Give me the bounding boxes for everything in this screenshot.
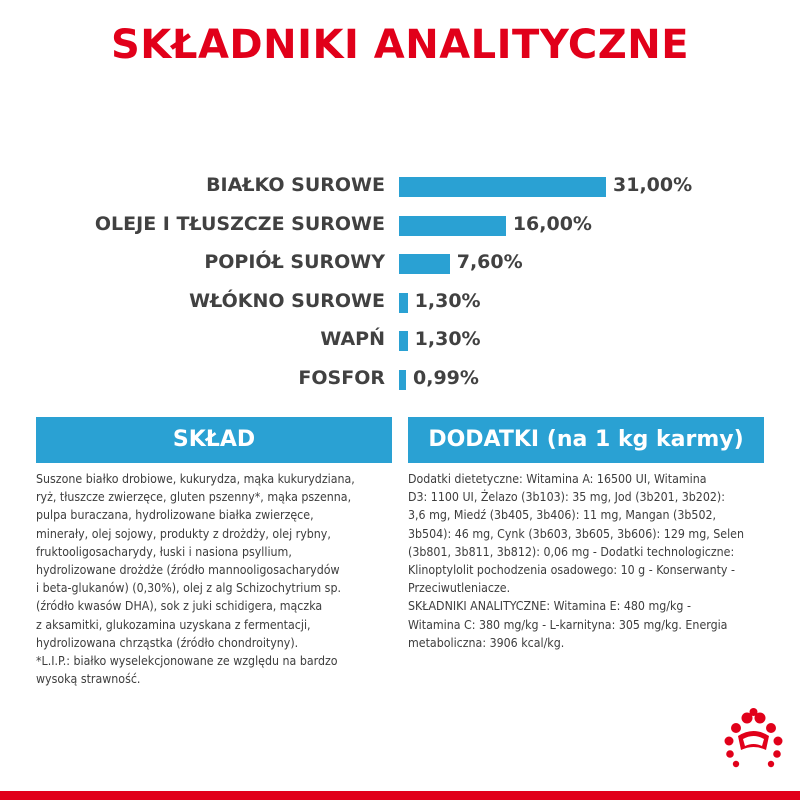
bar-label: WAPŃ	[320, 328, 385, 351]
bar	[399, 293, 408, 313]
composition-header: SKŁAD	[36, 417, 392, 463]
page-title: SKŁADNIKI ANALITYCZNE	[110, 22, 690, 68]
bar-label: BIAŁKO SUROWE	[206, 174, 385, 196]
chart-row	[0, 361, 800, 399]
bar-label: OLEJE I TŁUSZCZE SUROWE	[94, 212, 385, 235]
crown-icon	[722, 706, 786, 770]
chart-row	[0, 322, 800, 360]
chart-row	[0, 207, 800, 245]
bar-value-label: 1,30%	[414, 328, 481, 351]
bar-value-label: 31,00%	[613, 174, 693, 196]
bar-label: FOSFOR	[298, 367, 385, 389]
additives-text: Dodatki dietetyczne: Witamina A: 16500 UI, Witamina D3: 1100 UI, Żelazo (3b103): 35 mg, Jod (3b201, 3b202): 3,6 mg, Miedź (3b405, 3b406): 11 mg, Mangan (3b502, 3b504): 46 mg, Cynk (3b603, 3b605, 3b606): 129 mg, Selen (3b801, 3b811, 3b812): 0,06 mg - Dodatki technologiczne: Klinoptylolit pochodzenia osadowego: 10 g - Konserwanty - Przeciwutleniacze. SKŁADNIKI ANALITYCZNE: Witamina E: 480 mg/kg - Witamina C: 380 mg/kg - L-karnityna: 305 mg/kg. Energia metaboliczna: 3906 kcal/kg.	[408, 472, 744, 650]
bar-label: WŁÓKNO SUROWE	[189, 289, 385, 312]
bar-value-label: 16,00%	[512, 212, 592, 235]
additives-header: DODATKI (na 1 kg karmy)	[408, 417, 764, 463]
bar-value-label: 7,60%	[456, 251, 523, 274]
bar	[399, 216, 506, 236]
bar	[399, 177, 606, 197]
analytical-bar-chart	[0, 168, 800, 398]
bar	[399, 254, 450, 274]
bar-value-label: 1,30%	[414, 289, 481, 312]
bar-label: POPIÓŁ SUROWY	[204, 251, 385, 274]
bottom-red-line	[0, 791, 800, 800]
bar	[399, 370, 406, 390]
bar	[399, 331, 408, 351]
composition-text: Suszone białko drobiowe, kukurydza, mąka kukurydziana, ryż, tłuszcze zwierzęce, gluten pszenny*, mąka pszenna, pulpa buraczana, hydrolizowane białka zwierzęce, minerały, olej sojowy, produkty z drożdży, olej rybny, fruktooligosacharydy, łuski i nasiona psyllium, hydrolizowane drożdże (źródło mannooligosacharydów i beta-glukanów) (0,30%), olej z alg Schizochytrium sp. (źródło kwasów DHA), sok z juki schidigera, mączka z aksamitki, glukozamina uzyskana z fermentacji, hydrolizowana chrząstka (źródło chondroityny). *L.I.P.: białko wyselekcjonowane ze względu na bardzo wysoką strawność.	[36, 472, 355, 687]
chart-row	[0, 284, 800, 322]
chart-row	[0, 245, 800, 283]
chart-row	[0, 168, 800, 206]
bar-value-label: 0,99%	[413, 367, 479, 389]
